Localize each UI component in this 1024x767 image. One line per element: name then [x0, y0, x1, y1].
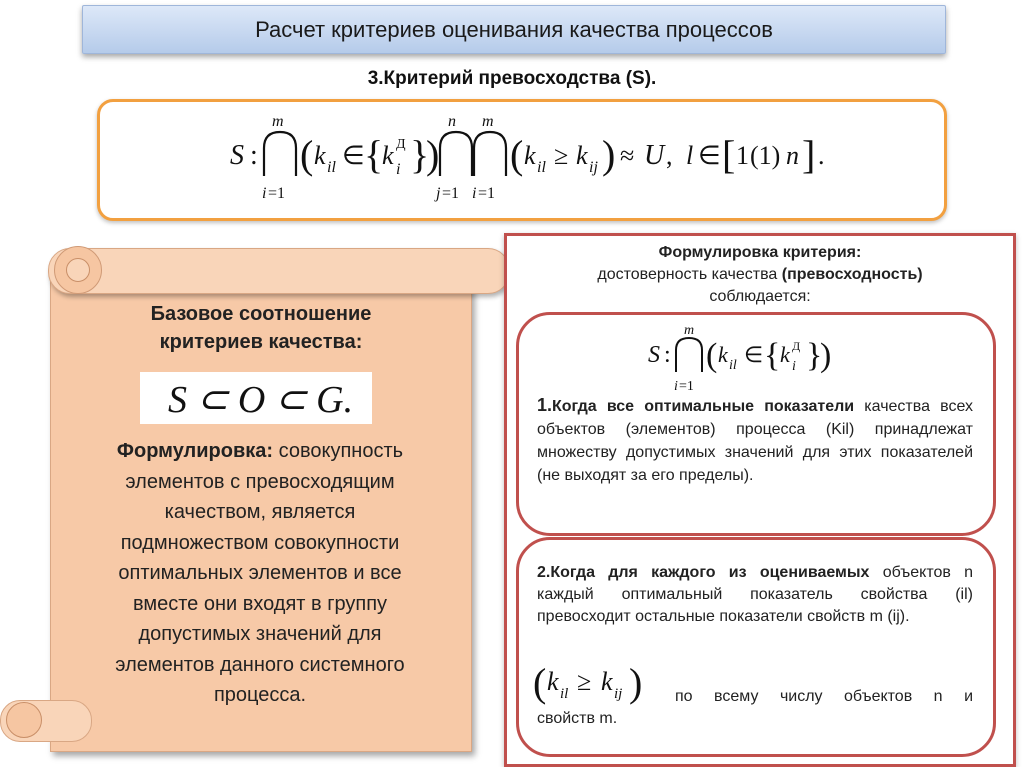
svg-text:): ): [629, 660, 643, 705]
svg-text:): ): [820, 337, 832, 374]
svg-text:U: U: [644, 140, 665, 171]
scroll-card: [0, 242, 520, 762]
svg-text:il: il: [327, 159, 336, 176]
scroll-heading: [52, 300, 470, 356]
formulation-label: Формулировка:: [116, 440, 274, 462]
svg-text:l: l: [686, 141, 694, 170]
condition-2-tail-w3: числу: [779, 688, 823, 705]
condition-1-lead: Когда все оптимальные показатели: [552, 398, 855, 415]
svg-text:=1: =1: [268, 185, 286, 202]
svg-text::: :: [250, 140, 258, 171]
svg-text:≥: ≥: [554, 141, 569, 170]
condition-1-formula: [636, 322, 866, 394]
base-relation-formula-text: S ⊂ O ⊂ G.: [168, 379, 354, 421]
criterion-heading-bold: Формулировка критерия:: [658, 244, 862, 261]
svg-text:}: }: [806, 337, 823, 374]
condition-2-body: объектов n каждый оптимальный показатель свойства (il) превосходит остальные показатели свойств m (ij).: [537, 564, 974, 625]
formulation-line-1: элементов с превосходящим: [125, 470, 395, 493]
main-formula-box: [97, 99, 947, 221]
condition-2-tail: [537, 686, 973, 730]
formulation-line-2: качеством, является: [164, 501, 356, 523]
svg-text:j: j: [436, 185, 441, 202]
formulation-line-5: вместе они входят в группу: [132, 592, 388, 615]
svg-text:m: m: [272, 113, 284, 130]
svg-text:(: (: [706, 337, 718, 374]
svg-text::: :: [664, 342, 671, 368]
svg-text:n: n: [786, 141, 799, 170]
formulation-line-8: процесса.: [213, 684, 307, 706]
svg-text:}: }: [410, 132, 430, 177]
svg-text:k: k: [780, 342, 790, 367]
condition-2-tail-w2: всему: [714, 688, 759, 705]
svg-text:=1: =1: [679, 379, 694, 394]
condition-2-tail-w4: объектов: [844, 688, 913, 705]
svg-text:1: 1: [736, 141, 749, 170]
formulation-line-7: элементов данного системного: [115, 653, 405, 676]
svg-text:il: il: [560, 686, 569, 702]
svg-text:k: k: [576, 141, 588, 170]
condition-2-tail-line2: свойств m.: [537, 710, 618, 727]
svg-text:i: i: [262, 185, 267, 202]
svg-text:k: k: [547, 667, 559, 696]
criterion-heading-line3: соблюдается:: [709, 288, 811, 305]
svg-text:(: (: [533, 660, 547, 705]
svg-text:=1: =1: [478, 185, 496, 202]
svg-text:∈: ∈: [698, 141, 721, 170]
svg-text:k: k: [718, 342, 728, 367]
svg-text:]: ]: [802, 132, 816, 177]
svg-text:i: i: [396, 161, 401, 178]
formulation-line-3: подмножеством совокупности: [120, 531, 400, 554]
slide-title: Расчет критериев оценивания качества процессов: [255, 16, 773, 42]
slide-title-bar: [82, 5, 946, 54]
svg-text:k: k: [601, 667, 613, 696]
svg-text:k: k: [382, 141, 394, 170]
svg-text:.: .: [818, 141, 825, 170]
svg-text:i: i: [792, 359, 796, 374]
scroll-bottom-curl-icon: [6, 702, 42, 738]
svg-text:il: il: [537, 159, 546, 176]
svg-text:=1: =1: [442, 185, 460, 202]
svg-text:≥: ≥: [577, 667, 592, 696]
condition-2-text: [537, 562, 973, 628]
svg-text:≈: ≈: [620, 141, 635, 170]
criterion-heading-line2a: достоверность качества: [597, 266, 782, 283]
svg-text:il: il: [729, 358, 737, 373]
scroll-formulation: [62, 436, 458, 711]
svg-text:S: S: [648, 342, 660, 368]
svg-text:Д: Д: [396, 137, 406, 152]
svg-text:n: n: [448, 113, 456, 130]
scroll-curl-inner-icon: [66, 258, 90, 282]
condition-2-tail-w1: по: [675, 688, 693, 705]
svg-text:): ): [426, 132, 440, 177]
main-formula: [230, 102, 850, 218]
scroll-heading-line2: критериев качества:: [159, 331, 363, 353]
svg-text:ij: ij: [589, 159, 598, 176]
svg-text:): ): [602, 132, 616, 177]
formulation-line-6: допустимых значений для: [138, 623, 382, 645]
condition-1-number: 1.: [537, 395, 553, 415]
condition-1-text: [537, 394, 973, 487]
svg-text:,: ,: [666, 141, 673, 170]
scroll-heading-line1: Базовое соотношение: [150, 303, 372, 325]
formulation-line-4: оптимальных элементов и все: [118, 562, 402, 584]
svg-text:(: (: [300, 132, 314, 177]
svg-text:ij: ij: [614, 686, 623, 702]
condition-2-tail-w5: n: [933, 688, 943, 705]
svg-text:i: i: [472, 185, 477, 202]
svg-text:{: {: [764, 337, 781, 374]
formulation-line-0: совокупность: [273, 440, 404, 462]
criterion-subtitle: 3.Критерий превосходства (S).: [367, 68, 657, 89]
svg-text:{: {: [364, 132, 384, 177]
svg-text:m: m: [482, 113, 494, 130]
svg-text:S: S: [230, 140, 244, 171]
svg-text:(: (: [510, 132, 524, 177]
svg-text:∈: ∈: [744, 342, 764, 367]
criterion-panel-heading: [507, 242, 1013, 308]
criterion-heading-line2b: (превосходность): [781, 266, 923, 283]
svg-text:k: k: [524, 141, 536, 170]
svg-text:(1): (1): [750, 141, 781, 170]
scroll-top-roll: [48, 248, 510, 294]
svg-text:[: [: [722, 132, 736, 177]
condition-2-lead: 2.Когда для каждого из оцениваемых: [537, 564, 870, 581]
svg-text:∈: ∈: [342, 141, 365, 170]
base-relation-formula: [140, 372, 372, 424]
svg-text:m: m: [684, 323, 695, 338]
svg-text:k: k: [314, 141, 326, 170]
svg-text:i: i: [674, 379, 678, 394]
condition-2-tail-w6: и: [964, 688, 973, 705]
svg-text:Д: Д: [792, 339, 801, 353]
condition-1-body: качества всех объектов (элементов) процесса (Kil) принадлежат множеству допустимых значений для этих показателей (не выходят за его пределы).: [537, 398, 973, 484]
